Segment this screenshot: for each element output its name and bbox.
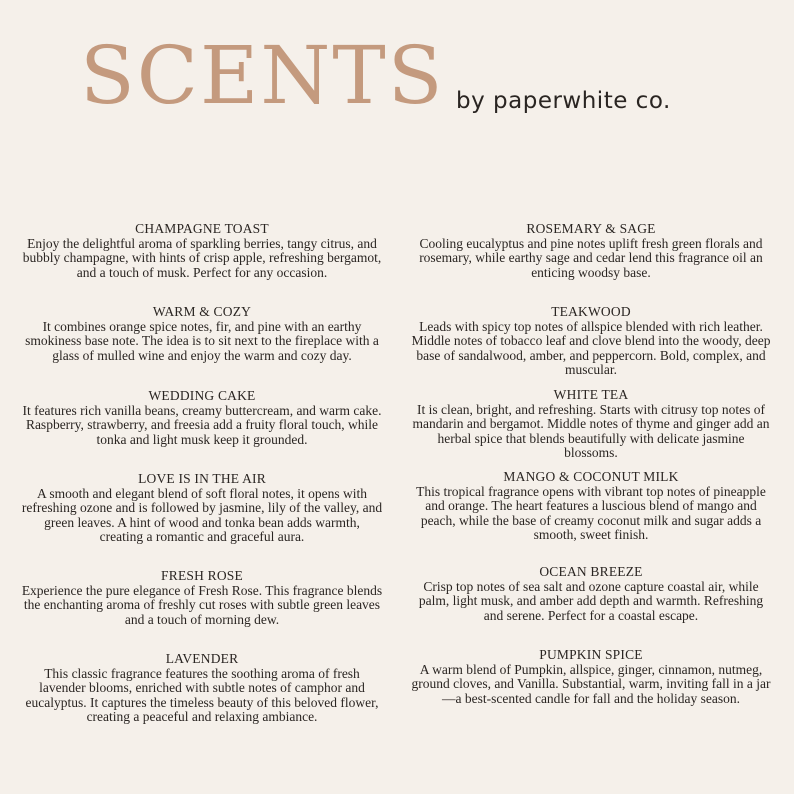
- scent-name: LAVENDER: [165, 651, 239, 666]
- scent-description: Experience the pure elegance of Fresh Rose. This fragrance blends the enchanting aroma of freshly cut roses with subtle green leaves and a touch of morning dew.: [21, 582, 383, 627]
- scent-entry-warm-cozy: [21, 305, 383, 363]
- scent-name: ROSEMARY & SAGE: [526, 221, 656, 236]
- scent-name: TEAKWOOD: [551, 304, 631, 319]
- scent-entry-champagne-toast: [21, 222, 383, 280]
- scent-name: CHAMPAGNE TOAST: [135, 221, 269, 236]
- scent-entry-ocean-breeze: [409, 565, 773, 623]
- scent-entry-lavender: [21, 652, 383, 725]
- scent-description: It combines orange spice notes, fir, and pine with an earthy smokiness base note. The idea is to sit next to the fireplace with a glass of mulled wine and enjoy the warm and cozy day.: [25, 318, 379, 363]
- scent-description: Leads with spicy top notes of allspice blended with rich leather. Middle notes of tobacco leaf and clove blend into the woody, deep base of sandalwood, amber, and peppercorn. Bold, complex, and muscular.: [411, 318, 771, 378]
- scent-name: WEDDING CAKE: [148, 388, 256, 403]
- scent-description: It features rich vanilla beans, creamy buttercream, and warm cake. Raspberry, strawberry, and freesia add a fruity floral touch, while tonka and light musk keep it grounded.: [22, 402, 382, 447]
- scent-name: WHITE TEA: [553, 387, 629, 402]
- scent-entry-wedding-cake: [21, 389, 383, 447]
- scent-name: MANGO & COCONUT MILK: [503, 469, 679, 484]
- scent-description: It is clean, bright, and refreshing. Starts with citrusy top notes of mandarin and bergamot. Middle notes of thyme and ginger add an herbal spice that blends beautifully with delicate jasmine blossoms.: [412, 401, 770, 461]
- scent-name: FRESH ROSE: [161, 568, 243, 583]
- scent-description: Enjoy the delightful aroma of sparkling berries, tangy citrus, and bubbly champagne, with hints of crisp apple, refreshing bergamot, and a touch of musk. Perfect for any occasion.: [22, 235, 382, 280]
- scent-entry-teakwood: [409, 305, 773, 378]
- scent-description: A warm blend of Pumpkin, allspice, ginger, cinnamon, nutmeg, ground cloves, and Vanilla. Substantial, warm, inviting fall in a jar—a best-scented candle for fall and the holiday season.: [411, 661, 771, 706]
- scent-entry-fresh-rose: [21, 569, 383, 627]
- scent-description: This classic fragrance features the soothing aroma of fresh lavender blooms, enriched with subtle notes of camphor and eucalyptus. It captures the timeless beauty of this beloved flower, creating a peaceful and relaxing ambiance.: [25, 665, 379, 725]
- scent-description: A smooth and elegant blend of soft floral notes, it opens with refreshing ozone and is followed by jasmine, lily of the valley, and green leaves. A hint of wood and tonka bean adds warmth, creating a romantic and graceful aura.: [21, 485, 383, 545]
- scent-name: LOVE IS IN THE AIR: [138, 471, 266, 486]
- scent-entry-love-is-in-the-air: [21, 472, 383, 545]
- scent-entry-pumpkin-spice: [409, 648, 773, 706]
- scent-name: WARM & COZY: [152, 304, 252, 319]
- page-title: SCENTS: [80, 29, 445, 122]
- scent-entry-rosemary-sage: [409, 222, 773, 280]
- scent-description: Cooling eucalyptus and pine notes uplift fresh green florals and rosemary, while earthy sage and cedar lend this fragrance oil an enticing woodsy base.: [419, 235, 763, 280]
- scent-entry-mango-coconut-milk: [409, 470, 773, 543]
- brand-subtitle: by paperwhite co.: [456, 88, 671, 114]
- scent-entry-white-tea: [409, 388, 773, 461]
- scent-description: Crisp top notes of sea salt and ozone capture coastal air, while palm, light musk, and amber add depth and warmth. Refreshing and serene. Perfect for a coastal escape.: [418, 578, 764, 623]
- scent-description: This tropical fragrance opens with vibrant top notes of pineapple and orange. The heart features a luscious blend of mango and peach, while the base of creamy coconut milk and sugar adds a smooth, sweet finish.: [416, 483, 766, 543]
- scent-name: PUMPKIN SPICE: [539, 647, 643, 662]
- scent-name: OCEAN BREEZE: [539, 564, 643, 579]
